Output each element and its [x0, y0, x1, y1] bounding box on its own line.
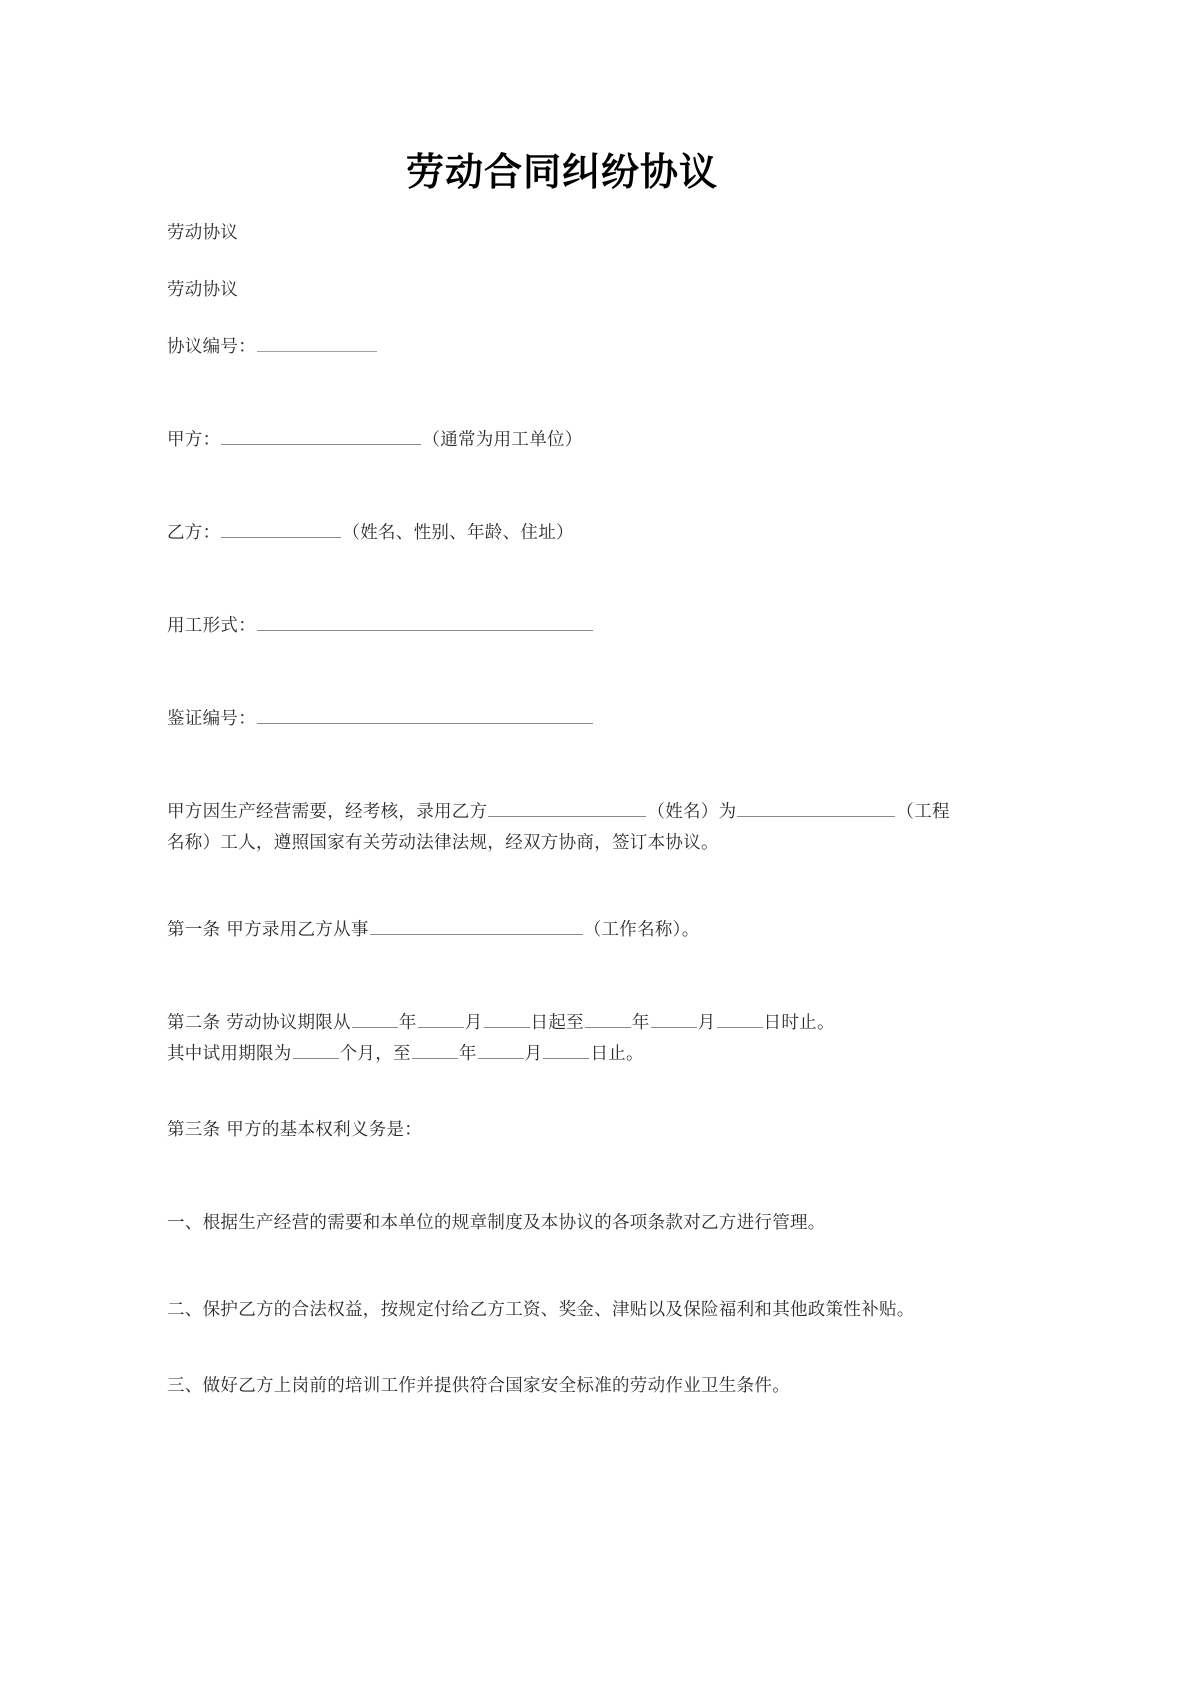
page-title: 劳动合同纠纷协议 — [405, 149, 718, 194]
article-2-line1-d: 日起至 — [530, 1012, 584, 1033]
spacer — [167, 306, 957, 332]
field-suffix: （姓名、性别、年龄、住址） — [342, 522, 574, 543]
probation-end-month-blank[interactable] — [478, 1041, 524, 1059]
start-day-blank[interactable] — [484, 1010, 530, 1028]
certification-number-blank[interactable] — [257, 706, 593, 724]
spacer — [167, 1239, 957, 1295]
spacer — [167, 549, 957, 611]
spacer — [167, 249, 957, 275]
spacer — [167, 735, 957, 797]
spacer — [167, 1070, 957, 1115]
article-2-line1-a: 劳动协议期限从 — [226, 1012, 351, 1033]
article-2-line2-d: 月 — [524, 1043, 543, 1064]
end-day-blank[interactable] — [717, 1010, 763, 1028]
party-b-blank[interactable] — [221, 520, 341, 538]
spacer — [167, 1146, 957, 1208]
probation-end-year-blank[interactable] — [412, 1041, 458, 1059]
article-2-line2-c: 年 — [458, 1043, 477, 1064]
article-3-text: 甲方的基本权利义务是： — [226, 1119, 423, 1140]
end-month-blank[interactable] — [651, 1010, 697, 1028]
field-label: 甲方： — [167, 429, 221, 450]
spacer — [167, 1326, 957, 1371]
article-2-line1-b: 年 — [398, 1012, 417, 1033]
article-1-text-after: （工作名称）。 — [583, 919, 700, 940]
employee-name-blank[interactable] — [488, 799, 646, 817]
subtitle-line-2: 劳动协议 — [167, 279, 239, 300]
article-2-line2-a: 其中试用期限为 — [167, 1043, 292, 1064]
spacer — [167, 859, 957, 915]
field-label: 鉴证编号： — [167, 708, 256, 729]
field-employment-type — [167, 611, 957, 642]
article-3 — [167, 1115, 957, 1146]
field-label: 协议编号： — [167, 336, 256, 357]
party-a-blank[interactable] — [221, 427, 421, 445]
article-2-line1-g: 日时止。 — [763, 1012, 835, 1033]
probation-end-day-blank[interactable] — [543, 1041, 589, 1059]
preamble-part-2: （姓名）为 — [647, 801, 737, 822]
spacer — [167, 642, 957, 704]
article-3-item-2: 二、保护乙方的合法权益，按规定付给乙方工资、奖金、津贴以及保险福利和其他政策性补贴。 — [167, 1299, 915, 1320]
end-year-blank[interactable] — [585, 1010, 631, 1028]
preamble-paragraph — [167, 797, 957, 859]
field-agreement-number — [167, 332, 957, 363]
start-year-blank[interactable] — [352, 1010, 398, 1028]
article-2-line2-b: 个月，至 — [339, 1043, 411, 1064]
field-party-a — [167, 425, 957, 456]
document-content — [167, 0, 957, 1402]
article-3-item-1: 一、根据生产经营的需要和本单位的规章制度及本协议的各项条款对乙方进行管理。 — [167, 1212, 826, 1233]
field-label: 用工形式： — [167, 615, 256, 636]
employment-type-blank[interactable] — [257, 613, 593, 631]
field-certification-number — [167, 704, 957, 735]
field-label: 乙方： — [167, 522, 221, 543]
article-3-label: 第三条 — [167, 1119, 221, 1140]
preamble-part-3: （工程名称）工人，遵照国家有关劳动法律法规，经双方协商，签订本协议。 — [167, 801, 950, 853]
spacer — [167, 456, 957, 518]
agreement-number-blank[interactable] — [257, 334, 377, 352]
start-month-blank[interactable] — [418, 1010, 464, 1028]
probation-months-blank[interactable] — [293, 1041, 339, 1059]
field-suffix: （通常为用工单位） — [422, 429, 583, 450]
article-1-label: 第一条 — [167, 919, 221, 940]
article-1 — [167, 915, 957, 946]
spacer — [167, 196, 957, 218]
spacer — [167, 363, 957, 425]
article-2-line2-e: 日止。 — [590, 1043, 644, 1064]
article-2-line1-e: 年 — [631, 1012, 650, 1033]
field-party-b — [167, 518, 957, 549]
preamble-part-1: 甲方因生产经营需要，经考核，录用乙方 — [167, 801, 488, 822]
subtitle-line-1: 劳动协议 — [167, 222, 239, 243]
article-3-item-3: 三、做好乙方上岗前的培训工作并提供符合国家安全标准的劳动作业卫生条件。 — [167, 1375, 790, 1396]
job-title-blank[interactable] — [370, 917, 583, 935]
spacer — [167, 946, 957, 1008]
article-2-line1-f: 月 — [697, 1012, 716, 1033]
article-2-line1-c: 月 — [464, 1012, 483, 1033]
article-2 — [167, 1008, 957, 1070]
article-1-text-before: 甲方录用乙方从事 — [226, 919, 369, 940]
project-name-blank[interactable] — [737, 799, 895, 817]
article-2-label: 第二条 — [167, 1012, 221, 1033]
